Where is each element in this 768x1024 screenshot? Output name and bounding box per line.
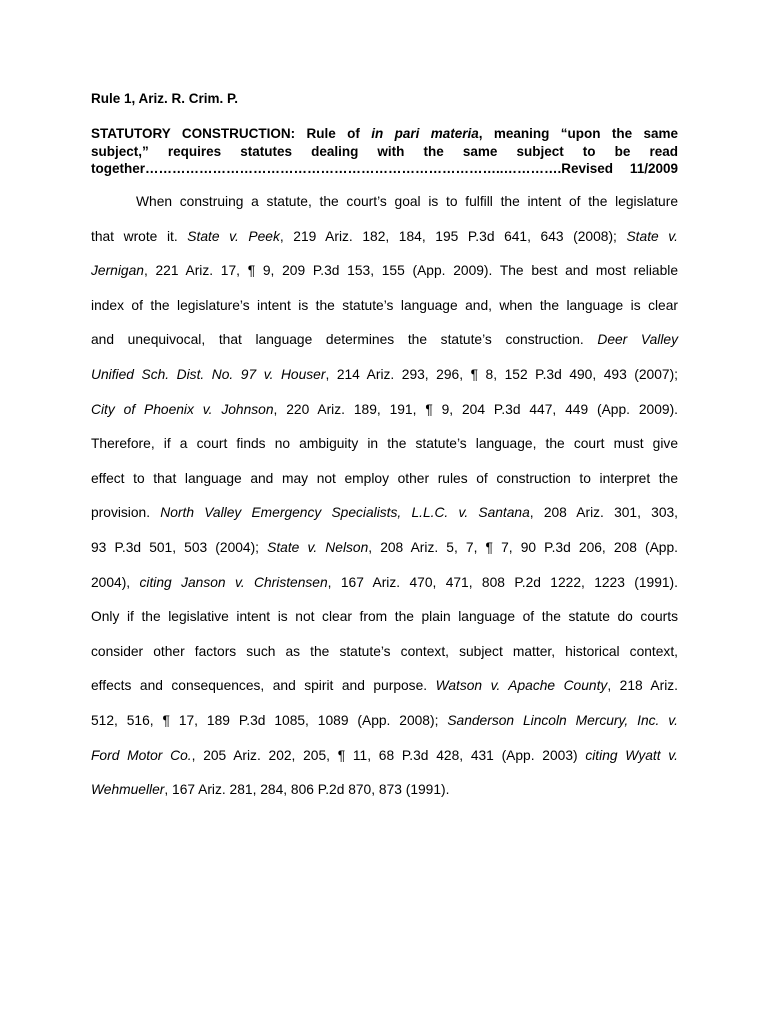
case-citation: Sanderson Lincoln Mercury, Inc. v. xyxy=(447,712,678,728)
body-text-segment: 2004), xyxy=(91,574,140,590)
body-line xyxy=(91,773,678,808)
body-text-segment: , 221 Ariz. 17, ¶ 9, 209 P.3d 153, 155 (App. 2009). The best and most reliable xyxy=(143,263,678,279)
body-text-segment: , 214 Ariz. 293, 296, ¶ 8, 152 P.3d 490, 493 (2007); xyxy=(325,366,679,382)
body-text-segment: , 218 Ariz. xyxy=(607,678,678,694)
case-citation: North Valley Emergency Specialists, L.L.C. v. Santana xyxy=(160,505,530,521)
case-citation: State v. Nelson xyxy=(267,539,369,555)
body-line xyxy=(91,566,678,601)
case-citation: City of Phoenix v. Johnson xyxy=(91,401,274,417)
body-line xyxy=(91,496,678,531)
case-citation: Watson v. Apache County xyxy=(435,678,608,694)
body-text-segment: effects and consequences, and spirit and purpose. xyxy=(91,678,436,694)
body-line xyxy=(91,185,678,220)
case-citation: State v. xyxy=(626,228,679,244)
case-citation: State v. Peek xyxy=(187,228,280,244)
body-text-segment: , 167 Ariz. 281, 284, 806 P.2d 870, 873 (1991). xyxy=(164,782,450,798)
heading-line-3: together……………………………………………………………………..………….Revised 11/2009 xyxy=(91,161,678,176)
case-citation: Wehmueller xyxy=(91,782,165,798)
case-citation: Unified Sch. Dist. No. 97 v. Houser xyxy=(91,366,326,382)
body-line xyxy=(91,600,678,635)
body-text-segment: , 219 Ariz. 182, 184, 195 P.3d 641, 643 (2008); xyxy=(279,228,627,244)
body-line xyxy=(91,393,678,428)
heading-line-2: subject,” requires statutes dealing with the same subject to be read xyxy=(91,143,678,159)
body-text-segment: effect to that language and may not employ other rules of construction to interpret the xyxy=(91,470,678,486)
body-line xyxy=(91,220,678,255)
case-citation: citing Wyatt v. xyxy=(585,747,679,763)
case-citation: Deer Valley xyxy=(597,332,678,348)
body-line xyxy=(91,704,678,739)
body-text-segment: consider other factors such as the statute’s context, subject matter, historical context, xyxy=(91,643,678,659)
body-text-segment: , 208 Ariz. 5, 7, ¶ 7, 90 P.3d 206, 208 (App. xyxy=(368,539,678,555)
case-citation: citing Janson v. Christensen xyxy=(139,574,328,590)
body-text-segment: When construing a statute, the court’s goal is to fulfill the intent of the legislature xyxy=(136,194,678,209)
section-heading xyxy=(91,125,678,178)
body-text-segment: Only if the legislative intent is not clear from the plain language of the statute do courts xyxy=(91,609,678,625)
body-text-segment: , 220 Ariz. 189, 191, ¶ 9, 204 P.3d 447, 449 (App. 2009). xyxy=(273,401,678,417)
body-text-segment: and unequivocal, that language determines the statute’s construction. xyxy=(91,332,598,348)
body-line xyxy=(91,635,678,670)
body-text-segment: , 167 Ariz. 470, 471, 808 P.2d 1222, 1223 (1991). xyxy=(327,574,678,590)
body-text-segment: index of the legislature’s intent is the statute’s language and, when the language is clear xyxy=(91,297,678,313)
case-citation: Jernigan xyxy=(91,263,144,279)
body-text-segment: provision. xyxy=(91,505,161,521)
body-text-segment: 512, 516, ¶ 17, 189 P.3d 1085, 1089 (App. 2008); xyxy=(91,712,448,728)
body-text-segment: Therefore, if a court finds no ambiguity in the statute’s language, the court must give xyxy=(91,436,678,452)
body-text-segment: , 208 Ariz. 301, 303, xyxy=(529,505,678,521)
body-paragraph xyxy=(91,185,678,808)
body-line xyxy=(91,427,678,462)
body-line xyxy=(91,323,678,358)
body-line xyxy=(91,358,678,393)
case-citation: Ford Motor Co. xyxy=(91,747,192,763)
body-line xyxy=(91,462,678,497)
document-page xyxy=(91,0,679,1024)
body-line xyxy=(91,669,678,704)
body-text-segment: , 205 Ariz. 202, 205, ¶ 11, 68 P.3d 428, 431 (App. 2003) xyxy=(191,747,586,763)
body-line xyxy=(91,289,678,324)
body-line xyxy=(91,739,678,774)
rule-title: Rule 1, Ariz. R. Crim. P. xyxy=(91,91,239,106)
body-text-segment: that wrote it. xyxy=(91,228,188,244)
body-line xyxy=(91,531,678,566)
heading-line-1: STATUTORY CONSTRUCTION: Rule of in pari materia, meaning “upon the same xyxy=(91,126,678,141)
body-line xyxy=(91,254,678,289)
body-text-segment: 93 P.3d 501, 503 (2004); xyxy=(91,539,268,555)
